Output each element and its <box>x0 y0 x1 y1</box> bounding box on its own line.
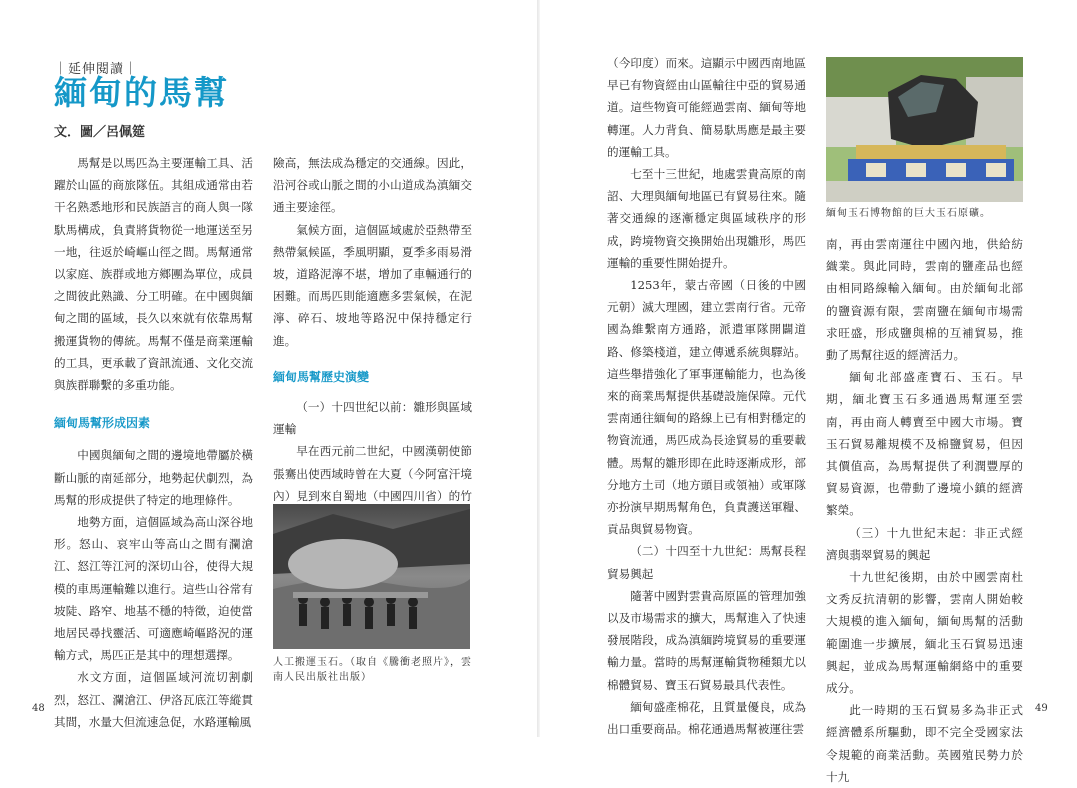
paragraph: 水文方面，這個區域河流切割劇烈，怒江、瀾滄江、伊洛瓦底江等縱貫其間，水量大但流速急促，水路運輸風 <box>54 670 253 729</box>
paragraph: 緬甸北部盛產寶石、玉石。早期，緬北寶玉石多通過馬幫運至雲南，再由商人轉賣至中國大市場。寶玉石貿易離規模不及棉鹽貿易，但因其價值高，為馬幫提供了利潤豐厚的貿易資源，也帶動了邊境小鎮的經濟繁榮。 <box>826 370 1023 518</box>
left-column-2 <box>273 152 472 529</box>
subsection-heading: （二）十四至十九世紀：馬幫長程貿易興起 <box>607 544 806 581</box>
subsection-heading: （三）十九世紀末起：非正式經濟與翡翠貿易的興起 <box>826 525 1023 562</box>
paragraph: 地勢方面，這個區域為高山深谷地形。怒山、哀牢山等高山之間有瀾滄江、怒江等江河的深切山谷，使得大規模的車馬運輸難以進行。這些山谷常有坡陡、路窄、地基不穩的特徵，迫使當地居民尋找靈活、可適應崎嶇路況的運輸方式，馬匹正是其中的理想選擇。 <box>54 515 253 663</box>
page-number-right: 49 <box>1035 703 1048 714</box>
section-kicker: ｜延伸閱讀｜ <box>54 62 139 77</box>
photo-caption: 人工搬運玉石。（取自《騰衝老照片》，雲南人民出版社出版） <box>273 657 472 683</box>
paragraph: （今印度）而來。這顯示中國西南地區早已有物資經由山區輸往中亞的貿易通道。這些物資可能經過雲南、緬甸等地轉運。人力背負、簡易馱馬應是最主要的運輸工具。 <box>607 56 806 159</box>
article-title: 緬甸的馬幫 <box>54 73 229 112</box>
page-gutter <box>537 0 540 737</box>
jade-museum-photo <box>826 57 1023 202</box>
paragraph: 此一時期的玉石貿易多為非正式經濟體系所驅動，即不完全受國家法令規範的商業活動。英國殖民勢力於十九 <box>826 703 1023 784</box>
paragraph: 中國與緬甸之間的邊境地帶屬於橫斷山脈的南延部分，地勢起伏劇烈，為馬幫的形成提供了特定的地理條件。 <box>54 448 253 507</box>
section-heading: 緬甸馬幫歷史演變 <box>273 369 370 384</box>
right-column-2 <box>826 233 1023 788</box>
page-number-left: 48 <box>32 703 45 714</box>
right-column-1 <box>607 52 806 740</box>
left-column-1 <box>54 152 253 733</box>
paragraph: 南，再由雲南運往中國內地，供給紡織業。與此同時，雲南的鹽產品也經由相同路線輸入緬甸。由於緬甸北部的鹽資源有限，雲南鹽在緬甸市場需求旺盛，形成鹽與棉的互補貿易，推動了馬幫往返的經濟活力。 <box>826 237 1023 363</box>
porters-carrying-jade-photo <box>273 504 470 649</box>
paragraph: 馬幫是以馬匹為主要運輸工具、活躍於山區的商旅隊伍。其組成通常由若干名熟悉地形和民族語言的商人與一隊馱馬構成，負責將貨物從一地運送至另一地，往返於崎嶇山徑之間。馬幫通常以家庭、族群或地方鄉團為單位，成員之間彼此熟識、分工明確。在中國與緬甸之間的區域，長久以來就有依靠馬幫搬運貨物的傳統。馬幫不僅是商業運輸的工具，更承載了資訊流通、文化交流與族群聯繫的多重功能。 <box>54 156 253 393</box>
paragraph: 隨著中國對雲貴高原區的管理加強以及市場需求的擴大，馬幫進入了快速發展階段，成為滇緬跨境貿易的重要運輸力量。當時的馬幫運輸貨物種類尤以棉體貿易、寶玉石貿易最具代表性。 <box>607 588 806 692</box>
paragraph: 早在西元前二世紀，中國漢朝使節張騫出使西域時曾在大夏（今阿富汗境內）見到來自蜀地（中國四川省）的竹 <box>273 444 472 503</box>
paragraph: 七至十三世紀，地處雲貴高原的南詔、大理與緬甸地區已有貿易往來。隨著交通線的逐漸穩定與區域秩序的形成，跨境物資交換開始出現雛形，馬匹運輸的重要性開始提升。 <box>607 167 806 270</box>
photo-caption: 緬甸玉石博物館的巨大玉石原礦。 <box>826 208 991 219</box>
paragraph: 1253年，蒙古帝國（日後的中國元朝）滅大理國，建立雲南行省。元帝國為維繫南方通路，派遣軍隊開闢道路、修築棧道，建立傳遞系統與驛站。這些舉措強化了軍事運輸能力，也為後來的商業馬幫提供基礎設施保障。元代雲南通往緬甸的路線上已有相對穩定的物資流通，馬匹成為長途貿易的重要載體。馬幫的雛形即在此時逐漸成形，部分地方土司（地方頭目或領袖）或軍隊亦扮演早期馬幫角色，負責護送軍糧、貢品與貿易物資。 <box>607 278 806 537</box>
subsection-heading: （一）十四世紀以前：雛形與區域運輸 <box>273 400 472 437</box>
section-heading: 緬甸馬幫形成因素 <box>54 416 151 431</box>
paragraph: 十九世紀後期，由於中國雲南杜文秀反抗清朝的影響，雲南人開始較大規模的進入緬甸，緬甸馬幫的活動範圍進一步擴展，緬北玉石貿易迅速興起，並成為馬幫運輸網絡中的重要成分。 <box>826 570 1023 696</box>
paragraph: 氣候方面，這個區域處於亞熱帶至熱帶氣候區，季風明顯，夏季多雨易滑坡，道路泥濘不堪，增加了車輛通行的困難。而馬匹則能適應多雲氣候，在泥濘、碎石、坡地等路況中保持穩定行進。 <box>273 222 472 348</box>
paragraph: 緬甸盛產棉花，且質量優良，成為出口重要商品。棉花通過馬幫被運往雲 <box>607 699 806 737</box>
paragraph: 險高，無法成為穩定的交通線。因此，沿河谷或山脈之間的小山道成為滇緬交通主要途徑。 <box>273 156 472 215</box>
article-byline: 文．圖／呂佩筵 <box>54 125 146 140</box>
